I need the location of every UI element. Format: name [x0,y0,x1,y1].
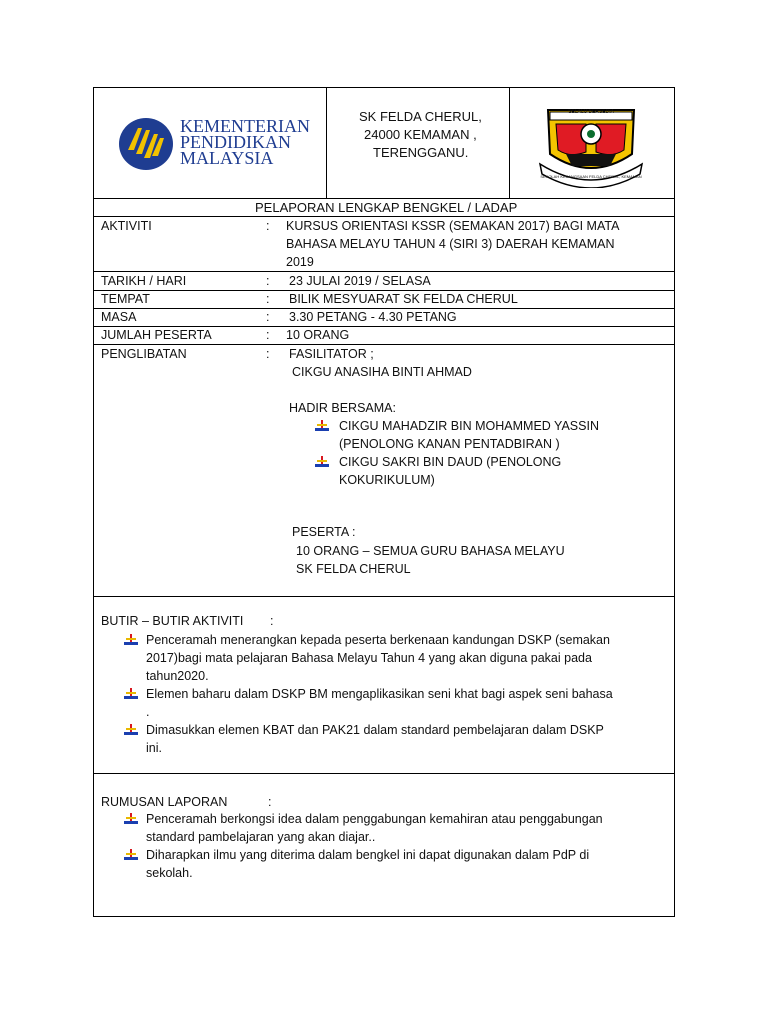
ministry-logo-line-2: PENDIDIKAN [180,132,291,152]
masa-value: 3.30 PETANG - 4.30 PETANG [289,310,457,324]
hadir-heading: HADIR BERSAMA: [289,401,396,415]
aktiviti-value-line-3: 2019 [286,255,314,269]
penglibatan-colon: : [266,347,270,361]
butir-item-1-line-2: 2017)bagi mata pelajaran Bahasa Melayu Tahun 4 yang akan diguna pakai pada [146,651,592,665]
ministry-logo [118,116,318,172]
hadir-1-line-1: CIKGU MAHADZIR BIN MOHAMMED YASSIN [339,419,599,433]
bullet-icon [124,688,138,700]
school-crest [536,104,646,188]
masa-label: MASA [101,310,137,324]
bullet-icon [124,724,138,736]
hadir-2-line-2: KOKURIKULUM) [339,473,435,487]
jumlah-label: JUMLAH PESERTA [101,328,212,342]
ministry-logo-line-1: KEMENTERIAN [180,116,310,136]
frame-left [93,87,94,917]
peserta-line-1: 10 ORANG – SEMUA GURU BAHASA MELAYU [296,544,565,558]
butir-item-3-line-1: Dimasukkan elemen KBAT dan PAK21 dalam standard pembelajaran dalam DSKP [146,723,604,737]
tempat-value: BILIK MESYUARAT SK FELDA CHERUL [289,292,518,306]
frame-top [93,87,675,88]
crest-banner-text: SELALU BERSEDIA [568,109,614,115]
rumusan-item-1-line-1: Penceramah berkongsi idea dalam penggabungan kemahiran atau penggabungan [146,812,603,826]
school-address-line-1: SK FELDA CHERUL, [359,109,482,124]
frame-bottom [93,916,675,917]
butir-item-2-line-1: Elemen baharu dalam DSKP BM mengaplikasikan seni khat bagi aspek seni bahasa [146,687,613,701]
jumlah-colon: : [266,328,270,342]
tarikh-value: 23 JULAI 2019 / SELASA [289,274,431,288]
bullet-icon [124,634,138,646]
report-title: PELAPORAN LENGKAP BENGKEL / LADAP [255,200,518,215]
bullet-icon [124,813,138,825]
masa-colon: : [266,310,270,324]
tempat-colon: : [266,292,270,306]
butir-item-1-line-3: tahun2020. [146,669,209,683]
butir-colon: : [270,614,274,628]
ministry-logo-line-3: MALAYSIA [180,148,274,168]
rumusan-heading: RUMUSAN LAPORAN [101,795,228,809]
hadir-2-line-1: CIKGU SAKRI BIN DAUD (PENOLONG [339,455,562,469]
row-line [93,596,675,597]
rumusan-item-2-line-1: Diharapkan ilmu yang diterima dalam bengkel ini dapat digunakan dalam PdP di [146,848,590,862]
peserta-line-2: SK FELDA CHERUL [296,562,411,576]
hadir-1-line-2: (PENOLONG KANAN PENTADBIRAN ) [339,437,560,451]
tempat-label: TEMPAT [101,292,150,306]
bullet-icon [315,420,329,432]
frame-right [674,87,675,917]
butir-heading: BUTIR – BUTIR AKTIVITI [101,614,244,628]
rumusan-item-2-line-2: sekolah. [146,866,193,880]
jumlah-value: 10 ORANG [286,328,350,342]
bullet-icon [315,456,329,468]
aktiviti-value-line-1: KURSUS ORIENTASI KSSR (SEMAKAN 2017) BAGI MATA [286,219,620,233]
header-divider-2 [509,87,510,199]
butir-item-1-line-1: Penceramah menerangkan kepada peserta berkenaan kandungan DSKP (semakan [146,633,610,647]
tarikh-label: TARIKH / HARI [101,274,187,288]
school-address-line-3: TERENGGANU. [373,145,469,160]
fasilitator-heading: FASILITATOR ; [289,347,374,361]
penglibatan-label: PENGLIBATAN [101,347,187,361]
tarikh-colon: : [266,274,270,288]
aktiviti-value-line-2: BAHASA MELAYU TAHUN 4 (SIRI 3) DAERAH KEMAMAN [286,237,615,251]
fasilitator-name: CIKGU ANASIHA BINTI AHMAD [292,365,472,379]
bullet-icon [124,849,138,861]
rumusan-colon: : [268,795,272,809]
peserta-heading: PESERTA : [292,525,356,539]
aktiviti-label: AKTIVITI [101,219,152,233]
header-divider-1 [326,87,327,199]
butir-item-3-line-2: ini. [146,741,162,755]
ministry-emblem-icon [118,116,174,172]
rumusan-item-1-line-2: standard pambelajaran yang akan diajar.. [146,830,376,844]
school-address-line-2: 24000 KEMAMAN , [364,127,477,142]
butir-item-2-line-2: . [146,705,150,719]
aktiviti-colon: : [266,219,270,233]
crest-motto-text: SEKOLAH KEBANGSAAN FELDA CHERUL, KEMAMAN [540,174,642,179]
row-line [93,773,675,774]
